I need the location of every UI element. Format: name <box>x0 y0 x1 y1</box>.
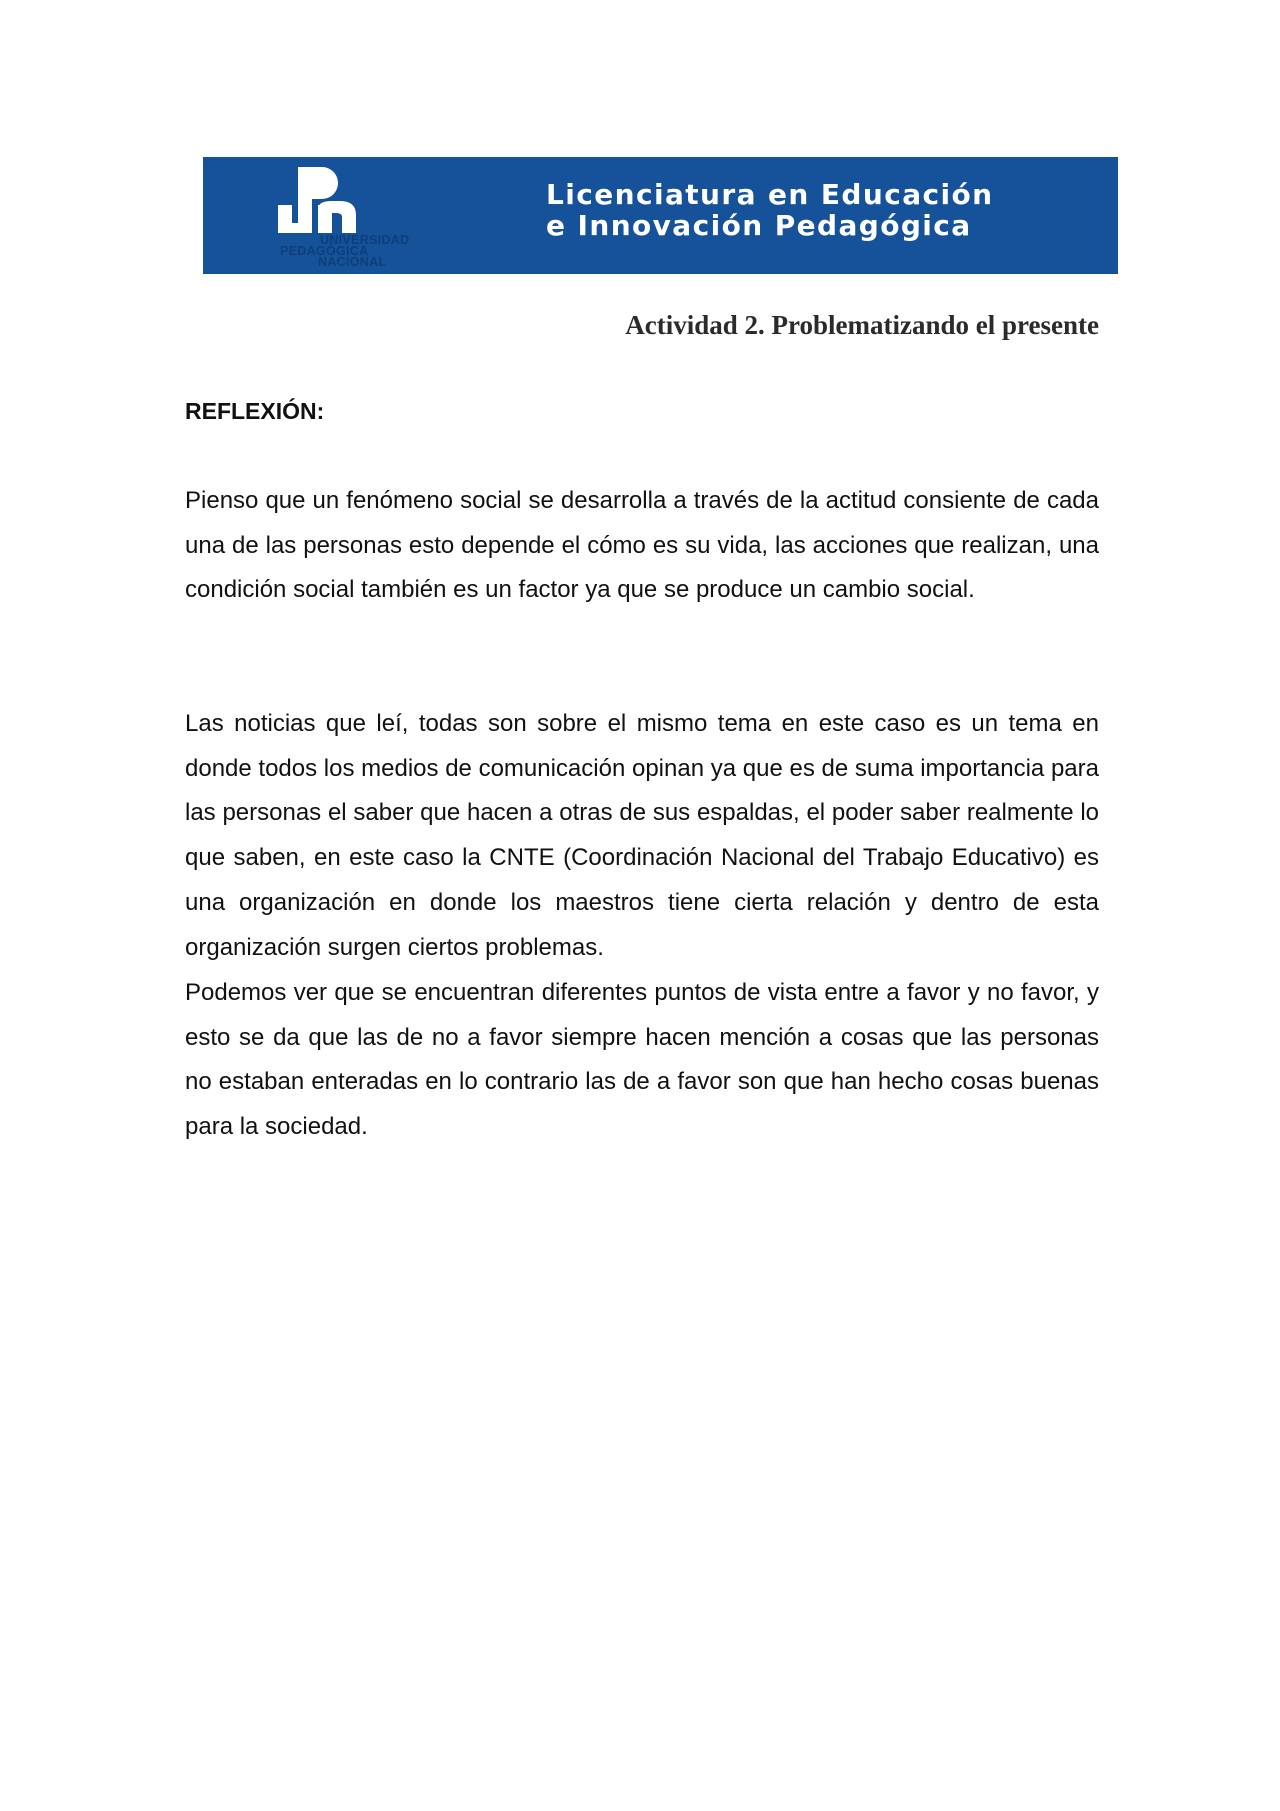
program-title <box>546 179 993 241</box>
upn-logo-icon <box>278 165 368 237</box>
paragraph-3: Podemos ver que se encuentran diferentes puntos de vista entre a favor y no favor, y esto se da que las de no a favor siempre hacen mención a cosas que las personas no estaban enteradas en lo contrario las de a favor son que han hecho cosas buenas para la sociedad. <box>185 979 1099 1141</box>
program-title-line1: Licenciatura en Educación <box>546 178 994 211</box>
university-logo <box>278 165 438 267</box>
section-heading: REFLEXIÓN: <box>185 398 325 424</box>
program-title-line2: e Innovación Pedagógica <box>546 209 972 242</box>
paragraph-2: Las noticias que leí, todas son sobre el mismo tema en este caso es un tema en donde todos los medios de comunicación opinan ya que es de suma importancia para las personas el saber que hacen a otras de sus espaldas, el poder saber realmente lo que saben, en este caso la CNTE (Coordinación Nacional del Trabajo Educativo) es una organización en donde los maestros tiene cierta relación y dentro de esta organización surgen ciertos problemas. <box>185 710 1099 961</box>
logo-text-line3: NACIONAL <box>318 255 387 269</box>
logo-text-line2: PEDAGÓGICA <box>280 244 369 258</box>
activity-title: Actividad 2. Problematizando el presente <box>625 310 1099 340</box>
header-banner <box>203 157 1118 274</box>
paragraph-1: Pienso que un fenómeno social se desarrolla a través de la actitud consiente de cada una de las personas esto depende el cómo es su vida, las acciones que realizan, una condición social también es un factor ya que se produce un cambio social. <box>185 487 1099 604</box>
logo-text-line1: UNIVERSIDAD <box>320 233 410 247</box>
